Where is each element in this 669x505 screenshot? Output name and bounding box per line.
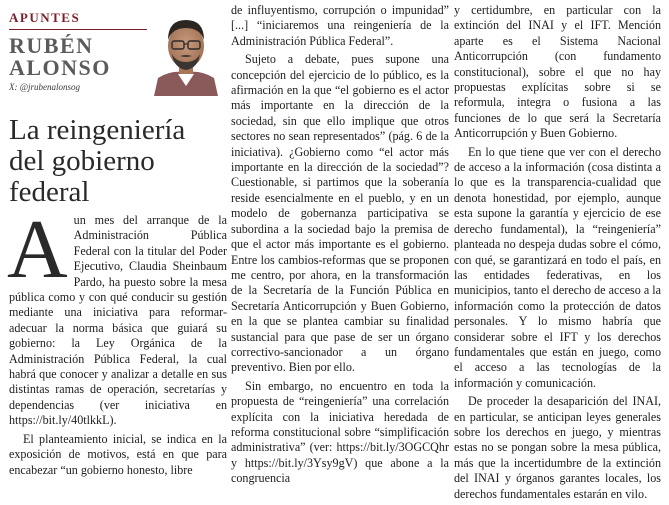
paragraph-text: un mes del arranque de la Administración Pública Federal con la titular del Poder Ejecutivo, Claudia Sheinbaum Pardo, ha puesto sobre la mesa pública como y con qué conducir su gestión mediante una iniciativa para reformar-adecuar la norma básica que guiará su gobierno: la Ley Orgánica de la Administración Pública Federal, la cual habrá que conocer y analizar a detalle en sus distintas ramas de operación, secretarías y dependencias (ver iniciativa en https://bit.ly/40tlkkL).: [9, 213, 227, 428]
paragraph: Sujeto a debate, pues supone una concepción del ejercicio de lo público, es la afirmación en la que “el gobierno es el actor más importante en la dirección de la sociedad, sin que ello implique que otros sectores no sean representados” (pág. 6 de la iniciativa). ¿Gobierno como “el actor más importante en la dirección de la sociedad”? Cuestionable, si partimos que la soberanía reside esencialmente en el pueblo, y en un modelo de gobernanza participativa se subordina a la sociedad bajo la premisa de que el actor más importante es el gobierno. Entre los cambios-reformas que se proponen me centro, por ahora, en la transformación de la Secretaría de la Función Pública en Secretaría Anticorrupción y Buen Gobierno, en la que se plantea cambiar su finalidad sustancial para que pase de ser un órgano correctivo-sancionador a un órgano preventivo. Bien por ello.: [231, 52, 449, 375]
headline: La reingeniería del gobierno federal: [9, 114, 186, 208]
paragraph: El planteamiento inicial, se indica en la exposición de motivos, está en que para encabezar “un gobierno honesto, libre: [9, 431, 227, 477]
author-handle: X: @jrubenalonsog: [9, 82, 81, 92]
article-column-3: [454, 3, 661, 505]
author-first-name: RUBÉN: [9, 33, 94, 58]
lead-paragraph: [7, 203, 227, 429]
article-column-1: [7, 203, 227, 481]
paragraph: y certidumbre, en particular con la extinción del INAI y el IFT. Mención aparte es el Sistema Nacional Anticorrupción (con fundamento constitucional), sobre el que no hay propuestas explícitas sobre si se reformula, integra o fusiona a las funciones de lo que será la Secretaría Anticorrupción y Buen Gobierno.: [454, 3, 661, 141]
section-rule: [9, 29, 147, 30]
drop-cap: A: [7, 203, 68, 296]
article-column-2: [231, 3, 449, 490]
paragraph: En lo que tiene que ver con el derecho de acceso a la información (cosa distinta a lo que es la transparencia-cualidad que denota honestidad, por ejemplo, aunque esta supone la garantía y ejercicio de ese derecho fundamental), la “reingeniería” planteada no despeja dudas sobre el cómo, con qué, se garantizará en todo el país, en las entidades federativas, en los municipios, tanto el derecho de acceso a la información como la protección de datos personales. Y lo mismo habría que considerar sobre el IFT y los derechos fundamentales que están en juego, como el acceso a las tecnologías de la información y comunicación.: [454, 144, 661, 390]
paragraph: de influyentismo, corrupción o impunidad” [...] “iniciaremos una reingeniería de la Administración Pública Federal”.: [231, 3, 449, 48]
paragraph: Sin embargo, no encuentro en toda la propuesta de “reingeniería” una correlación explícita con la iniciativa heredada de reforma constitucional sobre “simplificación administrativa” (ver: https://bit.ly/3OGCQhr y https://bit.ly/3Ysy9gV) que abone a la congruencia: [231, 378, 449, 486]
author-last-name: ALONSO: [9, 55, 111, 80]
paragraph: De proceder la desaparición del INAI, en particular, se anticipan leyes generales sobre los derechos en juego, y mientras estas no se pongan sobre la mesa pública, más que la incertidumbre de la extinción del INAI y órganos garantes locales, los derechos fundamentales estarán en vilo.: [454, 394, 661, 501]
author-name: [9, 35, 149, 79]
author-photo: [150, 8, 222, 96]
section-tag: APUNTES: [9, 10, 81, 25]
